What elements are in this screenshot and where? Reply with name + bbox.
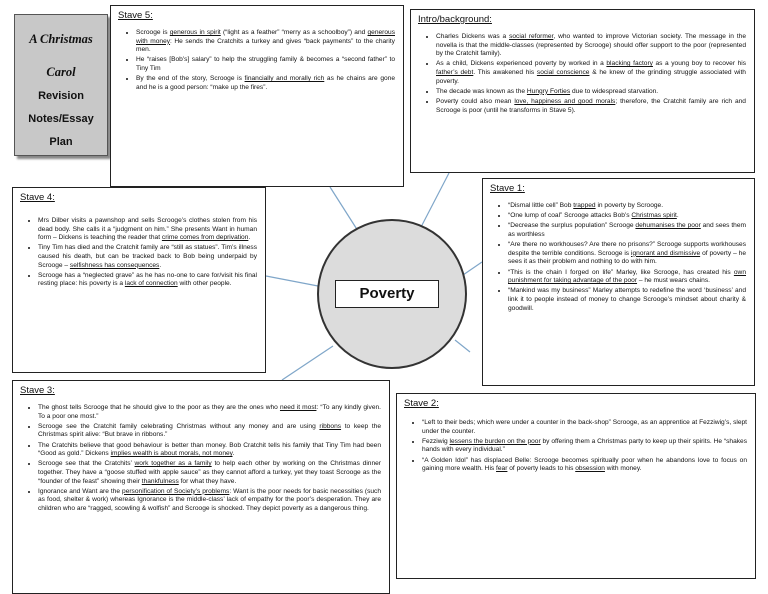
note-text: – he must wears chains. — [637, 277, 710, 285]
stave4-heading: Stave 4: — [20, 192, 55, 203]
key-term: ignorant and dismissive — [631, 249, 701, 257]
title-line-1: A Christmas — [29, 32, 93, 46]
bullet-point — [38, 442, 381, 459]
bullet-point — [38, 404, 381, 421]
note-text: & he knew of the grinding struggle associated with poverty. — [436, 68, 746, 85]
stave4-list — [20, 217, 257, 289]
key-term: social conscience — [536, 68, 590, 76]
note-text: “Decrease the surplus population” Scrooge — [508, 222, 636, 230]
note-text: Scrooge has a “neglected grave” as he has no-one to care for/visit his final resting place: his poverty is a — [38, 271, 257, 288]
key-term: personification of Society’s problems — [122, 487, 230, 495]
stave1-list — [490, 202, 746, 313]
note-text: The decade was known as the — [436, 87, 527, 95]
bullet-point — [38, 488, 381, 514]
note-text: He “raises [Bob’s] salary” to help the struggling family & becomes a “second father” to Tiny Tim — [136, 56, 395, 72]
bullet-point — [422, 457, 747, 474]
note-text: Scrooge see that the Cratchits’ — [38, 460, 135, 468]
stave4-box — [12, 187, 266, 373]
key-term: love, happiness and good morals — [514, 97, 616, 105]
note-text: “Dismal little cell” Bob — [508, 202, 574, 209]
bullet-point — [136, 75, 395, 92]
bullet-point — [508, 202, 746, 211]
note-text: “Mankind was my business” Marley attempts to redefine the word ‘business’ and link it to people instead of money to change Scrooge’s mindset about charity & goodwill. — [508, 287, 746, 312]
stave5-heading: Stave 5: — [118, 10, 153, 21]
note-text: . — [159, 261, 162, 269]
note-text: “Are there no workhouses? Are there no prisons?” Scrooge supports workhouses despite the terrible conditions. Scrooge is — [508, 241, 746, 257]
connector-stave5 — [330, 187, 358, 231]
bullet-point — [136, 29, 395, 55]
subtitle-line-3: Plan — [49, 136, 73, 148]
note-text: Ignorance and Want are the — [38, 487, 123, 495]
key-term: ribbons — [319, 422, 342, 430]
stave2-heading: Stave 2: — [404, 398, 439, 409]
key-term: dehumanises the poor — [635, 222, 701, 230]
note-text: with other people. — [177, 280, 232, 288]
key-term: financially and morally rich — [244, 75, 325, 83]
bullet-point — [38, 244, 257, 270]
bullet-point — [508, 269, 746, 286]
note-text: “One lump of coal” Scrooge attacks Bob’s — [508, 212, 632, 220]
connector-stave3 — [282, 346, 333, 380]
note-text: by offering them a Christmas party to keep up their spirits. He “shakes hands with every individual.” — [422, 437, 747, 454]
note-text: Mrs Dilber visits a pawnshop and sells Scrooge’s clothes stolen from his dead body. She calls it a “judgment on him.” She presents Want in human form – Dickens is teaching the reader that — [38, 217, 257, 242]
subtitle-line-1: Revision — [38, 90, 84, 102]
poverty-hub-label: Poverty — [335, 280, 439, 308]
key-term: blacking factory — [606, 60, 653, 68]
bullet-point — [508, 212, 746, 221]
key-term: fear — [496, 465, 508, 473]
note-text: Charles Dickens was a — [436, 33, 510, 40]
key-term: Christmas spirit — [631, 212, 677, 220]
key-term: implies wealth is about morals, not money — [110, 450, 233, 458]
connector-stave2 — [455, 340, 470, 352]
note-text: to help each other by working on the Christmas dinner together. They have a “goose stuffed with apple sauce” as they cannot afford a turkey, yet they toast Scrooge as the “founder of the feast” showing their — [38, 460, 382, 485]
key-term: need it most — [279, 404, 317, 411]
note-text: : He sends the Cratchits a turkey and gives “back payments” to the charity men. — [136, 37, 395, 54]
bullet-point — [38, 423, 381, 440]
note-text: As a child, Dickens experienced poverty by worked in a — [436, 60, 607, 68]
note-text: . This awakened his — [473, 68, 537, 76]
note-text: due to widespread starvation. — [570, 87, 659, 95]
bullet-point — [422, 438, 747, 455]
note-text: . — [232, 450, 235, 458]
stave2-box — [396, 393, 756, 579]
note-text: with money. — [604, 465, 642, 473]
note-text: in poverty by Scrooge. — [595, 202, 664, 209]
note-text: Poverty could also mean — [436, 97, 515, 105]
intro-list — [418, 33, 746, 115]
key-term: obsession — [575, 465, 605, 473]
note-text: “Left to their beds; which were under a counter in the back-shop” Scrooge, as an apprentice at Fezziwig’s, slept under the counter. — [422, 419, 747, 435]
note-text: : Want is the poor needs for basic necessities (such as food, shelter & work) whereas Ignorance is the middle-class’ lack of empathy for the poor’s desperation. They are children who are “ragged, scowling & wolfish” and Scrooge is shocked. They depict poverty as a dangerous thing. — [38, 487, 381, 512]
bullet-point — [436, 60, 746, 86]
bullet-point — [38, 217, 257, 243]
note-text: By the end of the story, Scrooge is — [136, 75, 245, 83]
note-text: ; therefore, the Cratchit family are rich and Scrooge is poor (until he transforms in Stave 5). — [436, 97, 746, 114]
key-term: crime comes from deprivation — [161, 234, 249, 242]
stave5-list — [118, 29, 395, 92]
title-card — [14, 14, 108, 156]
note-text: Scrooge see the Cratchit family celebrating Christmas without any money and are using — [38, 422, 320, 430]
key-term: father’s debt — [436, 68, 474, 76]
key-term: trapped — [573, 202, 596, 209]
note-text: Tiny Tim has died and the Cratchit family are “still as statues”. Tim’s illness caused his death, but can be tracked back to Bob being underpaid by Scrooge – — [38, 244, 257, 269]
key-term: selfishness has consequences — [69, 261, 160, 269]
bullet-point — [508, 287, 746, 313]
note-text: to keep the Christmas spirit alive: “But brave in ribbons.” — [38, 422, 381, 439]
note-text: : “To any kindly given. To a poor one most.” — [38, 404, 381, 420]
note-text: (“light as a feather” “merry as a schoolboy”) and — [220, 29, 368, 36]
intro-box — [410, 9, 755, 173]
note-text: The ghost tells Scrooge that he should give to the poor as they are the ones who — [38, 404, 280, 411]
key-term: thankfulness — [141, 477, 179, 485]
note-text: as a young boy to recover his — [652, 60, 747, 68]
title-line-2: Carol — [46, 65, 76, 79]
key-term: generous in spirit — [169, 29, 221, 36]
key-term: lack of connection — [124, 280, 178, 288]
note-text: Fezziwig — [422, 437, 450, 445]
stave1-box — [482, 178, 755, 386]
stave3-box — [12, 380, 390, 594]
stave3-heading: Stave 3: — [20, 385, 55, 396]
note-text: , who wanted to improve Victorian society. The message in the novella is that the middle-classes (represented by Scrooge) should offer support to the poor (represented by the Cratchit family). — [436, 33, 746, 58]
connector-intro — [420, 173, 449, 229]
note-text: for what they have. — [178, 477, 237, 485]
bullet-point — [436, 98, 746, 115]
bullet-point — [436, 33, 746, 59]
stave1-heading: Stave 1: — [490, 183, 525, 194]
bullet-point — [508, 241, 746, 267]
key-term: own punishment for taking advantage of the poor — [508, 268, 746, 285]
bullet-point — [436, 88, 746, 97]
note-text: Scrooge is — [136, 29, 170, 36]
note-text: . — [676, 212, 679, 220]
bullet-point — [508, 222, 746, 239]
note-text: “This is the chain I forged on life” Marley, like Scrooge, has created his — [508, 268, 734, 276]
key-term: lessens the burden on the poor — [449, 437, 541, 445]
note-text: . — [248, 234, 251, 242]
stave2-list — [404, 419, 747, 474]
bullet-point — [422, 419, 747, 436]
stave5-box — [110, 5, 404, 187]
intro-heading: Intro/background: — [418, 14, 492, 25]
note-text: The Cratchits believe that good behaviour is better than money. Bob Cratchit tells his family that Tiny Tim had been “Good as gold.” Dickens — [38, 441, 381, 458]
note-text: and sees them as worthless — [508, 222, 746, 238]
stave3-list — [20, 404, 381, 514]
subtitle-line-2: Notes/Essay — [28, 113, 94, 125]
connector-stave4 — [266, 276, 318, 286]
key-term: social reformer — [509, 33, 554, 40]
note-text: of poverty leads to his — [507, 465, 576, 473]
bullet-point — [136, 56, 395, 73]
key-term: work together as a family — [134, 460, 212, 468]
key-term: generous with money — [136, 29, 395, 45]
key-term: Hungry Forties — [526, 87, 571, 95]
bullet-point — [38, 272, 257, 289]
note-text: as he chains are gone and he is a good person: “make up the fires”. — [136, 75, 396, 91]
connector-stave1 — [463, 262, 482, 275]
note-text: of poverty – he sees it as their problem and nothing to do with him. — [508, 249, 746, 266]
note-text: “A Golden Idol” has displaced Belle: Scrooge becomes spiritually poor when he abandons love to focus on gaining more wealth. His — [422, 456, 747, 473]
bullet-point — [38, 460, 381, 486]
